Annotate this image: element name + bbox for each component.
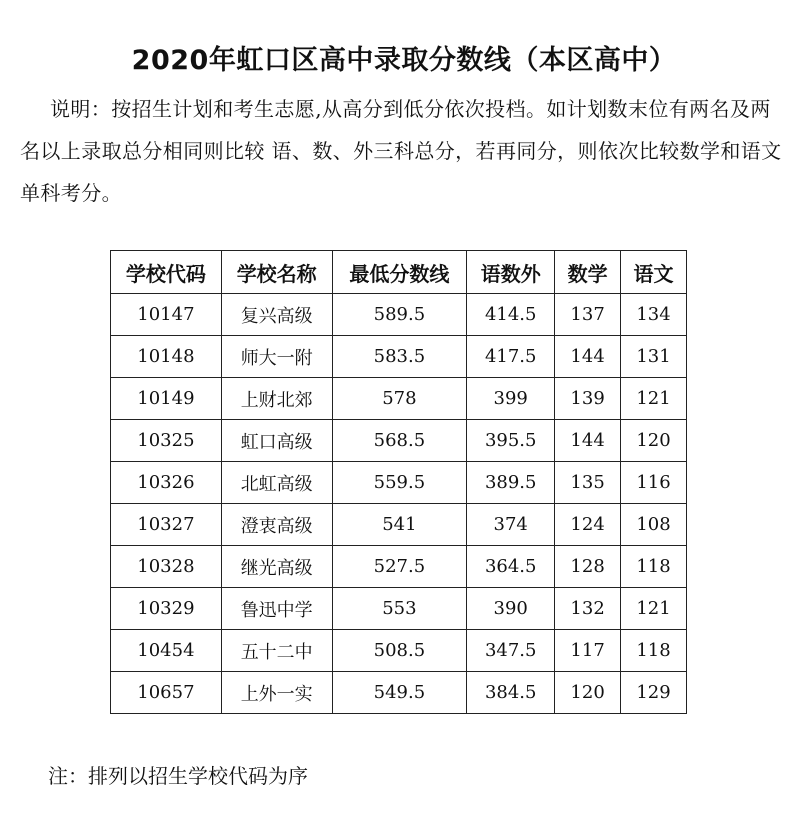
cell-min-score: 527.5 [332, 546, 467, 588]
cell-min-score: 568.5 [332, 420, 467, 462]
cell-chinese: 116 [621, 462, 687, 504]
cell-math: 135 [555, 462, 621, 504]
cell-school-name: 上财北郊 [221, 378, 332, 420]
cell-school-name: 虹口高级 [221, 420, 332, 462]
cell-chinese-math-english: 399 [467, 378, 555, 420]
table-row [111, 672, 687, 714]
table-row [111, 378, 687, 420]
cell-min-score: 553 [332, 588, 467, 630]
cell-school-code: 10454 [111, 630, 222, 672]
cell-chinese-math-english: 374 [467, 504, 555, 546]
cell-chinese-math-english: 347.5 [467, 630, 555, 672]
cell-min-score: 589.5 [332, 294, 467, 336]
header-school-code: 学校代码 [111, 251, 222, 294]
header-school-name: 学校名称 [221, 251, 332, 294]
cell-math: 128 [555, 546, 621, 588]
header-min-score: 最低分数线 [332, 251, 467, 294]
table-row [111, 294, 687, 336]
cell-min-score: 541 [332, 504, 467, 546]
table-row [111, 420, 687, 462]
cell-chinese: 108 [621, 504, 687, 546]
header-chinese: 语文 [621, 251, 687, 294]
cell-chinese-math-english: 390 [467, 588, 555, 630]
cell-chinese-math-english: 414.5 [467, 294, 555, 336]
cell-school-name: 北虹高级 [221, 462, 332, 504]
cell-school-code: 10328 [111, 546, 222, 588]
cell-school-code: 10327 [111, 504, 222, 546]
table-row [111, 462, 687, 504]
cell-school-name: 澄衷高级 [221, 504, 332, 546]
cell-school-code: 10657 [111, 672, 222, 714]
cell-school-code: 10147 [111, 294, 222, 336]
cell-school-code: 10149 [111, 378, 222, 420]
cell-math: 137 [555, 294, 621, 336]
cell-chinese: 121 [621, 588, 687, 630]
cell-math: 144 [555, 420, 621, 462]
table-row [111, 588, 687, 630]
table-row [111, 630, 687, 672]
cell-chinese-math-english: 389.5 [467, 462, 555, 504]
cell-chinese: 120 [621, 420, 687, 462]
cell-min-score: 578 [332, 378, 467, 420]
table-row [111, 336, 687, 378]
cell-chinese: 121 [621, 378, 687, 420]
cell-math: 139 [555, 378, 621, 420]
table-row [111, 504, 687, 546]
cell-chinese: 129 [621, 672, 687, 714]
cell-min-score: 559.5 [332, 462, 467, 504]
cell-math: 117 [555, 630, 621, 672]
header-chinese-math-english: 语数外 [467, 251, 555, 294]
cell-math: 120 [555, 672, 621, 714]
cell-math: 132 [555, 588, 621, 630]
cell-school-name: 复兴高级 [221, 294, 332, 336]
cell-school-code: 10325 [111, 420, 222, 462]
cell-school-name: 五十二中 [221, 630, 332, 672]
cell-school-code: 10148 [111, 336, 222, 378]
cell-school-code: 10329 [111, 588, 222, 630]
page-title: 2020年虹口区高中录取分数线（本区高中） [131, 45, 677, 76]
table-body [111, 294, 687, 714]
table-row [111, 546, 687, 588]
cell-chinese: 134 [621, 294, 687, 336]
score-table [110, 250, 687, 714]
table-header-row [111, 251, 687, 294]
cell-chinese-math-english: 395.5 [467, 420, 555, 462]
cell-chinese-math-english: 384.5 [467, 672, 555, 714]
footnote: 注：排列以招生学校代码为序 [48, 764, 308, 788]
cell-min-score: 549.5 [332, 672, 467, 714]
header-math: 数学 [555, 251, 621, 294]
cell-chinese: 118 [621, 630, 687, 672]
cell-math: 124 [555, 504, 621, 546]
cell-min-score: 508.5 [332, 630, 467, 672]
cell-min-score: 583.5 [332, 336, 467, 378]
cell-school-name: 上外一实 [221, 672, 332, 714]
cell-school-name: 师大一附 [221, 336, 332, 378]
cell-math: 144 [555, 336, 621, 378]
description-text: 说明：按招生计划和考生志愿,从高分到低分依次投档。如计划数末位有两名及两名以上录取总分相同则比较 语、数、外三科总分，若再同分，则依次比较数学和语文单科考分。 [20, 97, 782, 205]
cell-school-name: 鲁迅中学 [221, 588, 332, 630]
cell-chinese: 118 [621, 546, 687, 588]
cell-chinese-math-english: 364.5 [467, 546, 555, 588]
cell-chinese-math-english: 417.5 [467, 336, 555, 378]
cell-chinese: 131 [621, 336, 687, 378]
cell-school-code: 10326 [111, 462, 222, 504]
cell-school-name: 继光高级 [221, 546, 332, 588]
